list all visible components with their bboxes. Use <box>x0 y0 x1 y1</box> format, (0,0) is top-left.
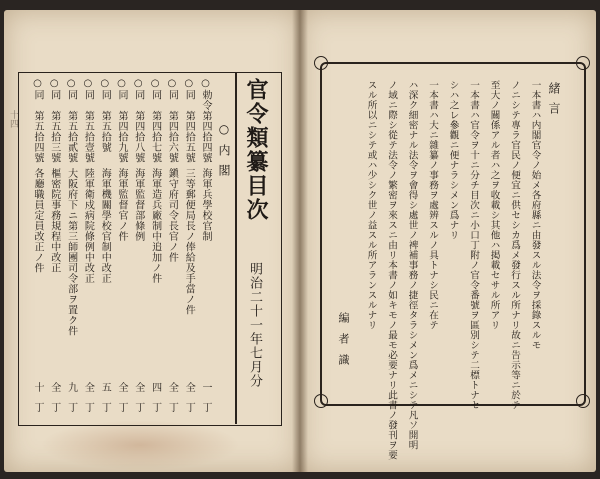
preface-line: 一本書ハ内閣官令ノ始メ各府縣ニ由發スル法令ヲ採錄スルモ <box>529 80 541 350</box>
toc-entry-page-unit: 丁 <box>149 402 161 413</box>
toc-entry-heading: ○同 第四拾六號 <box>166 78 178 163</box>
toc-title-divider <box>235 72 237 424</box>
toc-entry-description: 各廳職員定員改正ノ件 <box>32 168 43 273</box>
preface-line: シハ之レ參觀ニ便ナラシメン爲ナリ <box>447 80 459 240</box>
toc-entry-page-unit: 丁 <box>48 402 60 413</box>
toc-entry-heading: ○同 第四拾八號 <box>132 78 144 163</box>
toc-entry-heading: ○同 第五拾貳號 <box>65 78 77 163</box>
toc-entry-description: 大阪府下ニ第三師團司令部ヲ置ク件 <box>65 168 77 336</box>
left-edge-mark: 十四 <box>8 110 18 128</box>
toc-entry-heading: ○勅令第四拾四號 <box>200 78 211 163</box>
toc-entry-page-unit: 丁 <box>116 402 127 413</box>
toc-entry-page: 全 <box>166 382 178 393</box>
frame-ornament <box>314 394 328 408</box>
toc-entry-description: 海軍機關學校官制中改正 <box>99 168 111 284</box>
toc-entry-page-unit: 丁 <box>166 402 178 413</box>
preface-signature: 編者識 <box>337 312 350 375</box>
toc-date: 明治二十一年七月分 <box>247 262 262 388</box>
toc-entry-page: 九 <box>65 382 77 393</box>
toc-entry-page-unit: 丁 <box>65 402 77 413</box>
preface-title: 緒言 <box>547 82 561 122</box>
toc-entry-page: 全 <box>132 382 144 393</box>
toc-entry-page: 全 <box>183 382 195 393</box>
toc-entry-heading: ○同 第四拾五號 <box>183 78 195 163</box>
preface-line: 一本書ハ官令ヲ十ニ分チ目次ニ小口丁附ノ官令番號ヲ區別シテ二標トナセ <box>468 80 480 410</box>
toc-entry-heading: ○同 第四拾九號 <box>116 78 127 163</box>
toc-entry-description: 樞密院事務規程中改正 <box>48 168 60 273</box>
toc-entry-page: 全 <box>82 382 94 393</box>
toc-entry-heading: ○同 第五拾四號 <box>32 78 43 163</box>
toc-entry-heading: ○同 第五拾號 <box>99 78 111 153</box>
preface-line: ハ深ク細密ナル法令ヲ會得シ處世ノ裨補事務ノ捷徑タラシメン爲メニシテ凡ソ開明 <box>406 80 418 450</box>
toc-entry-page: 四 <box>149 382 161 393</box>
toc-entry-page-unit: 丁 <box>183 402 195 413</box>
frame-ornament <box>314 56 328 70</box>
toc-section-cabinet: ○内閣 <box>217 122 231 184</box>
toc-entry-description: 海軍監督部條例 <box>132 168 144 242</box>
toc-entry-page: 全 <box>116 382 127 393</box>
toc-entry-description: 鎭守府司令長官ノ件 <box>166 168 178 263</box>
paper-stain <box>40 420 240 470</box>
toc-entry-page: 十 <box>32 382 43 393</box>
toc-entry-description: 海軍兵學校官制 <box>200 168 211 242</box>
frame-ornament <box>576 56 590 70</box>
toc-entry-page: 一 <box>200 382 211 393</box>
book-gutter <box>292 10 308 472</box>
toc-entry-page-unit: 丁 <box>99 402 111 413</box>
toc-entry-page: 五 <box>99 382 111 393</box>
toc-entry-page-unit: 丁 <box>82 402 94 413</box>
toc-entry-heading: ○同 第四拾七號 <box>149 78 161 163</box>
toc-entry-description: 陸軍衛戍病院條例中改正 <box>82 168 94 284</box>
frame-ornament <box>576 394 590 408</box>
toc-entry-heading: ○同 第五拾三號 <box>48 78 60 163</box>
toc-entry-description: 海軍監督官ノ件 <box>116 168 127 242</box>
toc-entry-heading: ○同 第五拾壹號 <box>82 78 94 163</box>
toc-entry-page-unit: 丁 <box>132 402 144 413</box>
toc-title: 官令類纂目次 <box>243 78 269 222</box>
toc-entry-description: 三等郵便局長ノ俸給及手當ノ件 <box>183 168 195 315</box>
preface-line: 至大ノ關係アル者ハ之ヲ收載シ其他ハ掲載セサル所アリ <box>488 80 500 330</box>
toc-entry-page-unit: 丁 <box>200 402 211 413</box>
toc-entry-page: 全 <box>48 382 60 393</box>
toc-entry-description: 海軍造兵廠制中追加ノ件 <box>149 168 161 284</box>
preface-line: ノ域ニ際シ從テ法令ノ繁密ヲ來スニ由リ本書ノ如キモノ最モ必要ナリ此書ノ發刊ヲ要 <box>386 80 398 460</box>
toc-entry-page-unit: 丁 <box>32 402 43 413</box>
preface-line: 一本書ハ大ニ雜纂ノ事務ヲ處辨スルノ具トナシ民ニ在テ <box>427 80 439 330</box>
preface-line: スル所以ニシテ或ハ少シク世ノ益スル所アランスルナリ <box>365 80 377 330</box>
preface-line: ノニシテ專ラ官民ノ便宜ニ供セシカ爲メ發行スル所ナリ故ニ告示等ニ於テ <box>509 80 521 410</box>
